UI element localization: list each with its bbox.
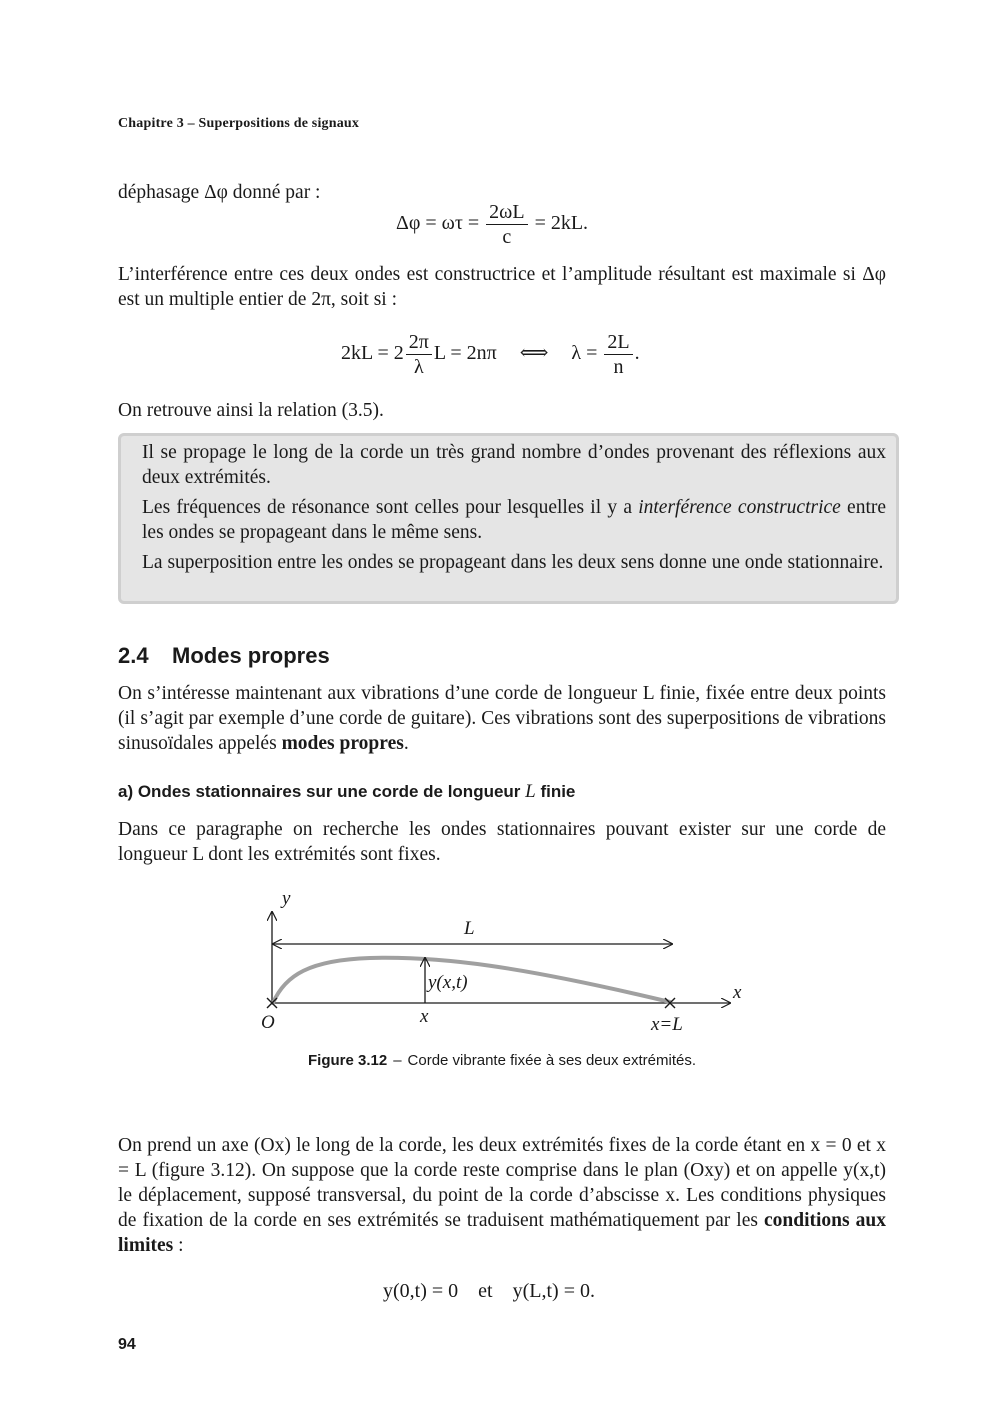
page-number: 94 bbox=[118, 1336, 136, 1353]
displacement-label: y(x,t) bbox=[428, 972, 468, 993]
y-axis-label: y bbox=[282, 888, 291, 909]
subsection-heading bbox=[118, 781, 575, 803]
eq-numerator: 2π bbox=[406, 331, 432, 355]
summary-line: La superposition entre les ondes se propageant dans les deux sens donne une onde stationnaire. bbox=[142, 552, 884, 573]
equation-phase-shift bbox=[396, 201, 588, 248]
text: On s’intéresse maintenant aux vibrations d’une corde de longueur L finie, fixée entre deux points (il s’agit par exemple d’une corde de guitare). Ces vibrations sont des superpositions de vibrations sinusoïdales appelés bbox=[118, 683, 886, 754]
text: Les fréquences de résonance sont celles pour lesquelles il y a bbox=[142, 497, 639, 518]
equation-boundary-conditions bbox=[383, 1280, 595, 1303]
x-position-label: x bbox=[420, 1006, 429, 1027]
text: . bbox=[403, 733, 409, 754]
length-label: L bbox=[464, 918, 475, 939]
section-heading bbox=[118, 643, 330, 669]
eq-part: y(0,t) = 0 bbox=[383, 1280, 459, 1302]
figure-vibrating-string bbox=[0, 880, 1004, 1050]
section-number: 2.4 bbox=[118, 643, 149, 668]
caption-label: Figure 3.12 bbox=[307, 1052, 388, 1069]
text: entre les ondes se propageant dans le même sens. bbox=[142, 497, 887, 543]
summary-line: Il se propage le long de la corde un très grand nombre d’ondes provenant des réflexions aux deux extrémités. bbox=[142, 442, 886, 488]
paragraph: L’interférence entre ces deux ondes est constructrice et l’amplitude résultant est maximale si Δφ est un multiple entier de 2π, soit si : bbox=[118, 264, 886, 310]
x-axis-label: x bbox=[733, 982, 742, 1003]
eq-numerator: 2ωL bbox=[486, 201, 527, 225]
fraction bbox=[406, 331, 432, 378]
paragraph bbox=[118, 681, 886, 756]
summary-box bbox=[118, 433, 899, 604]
end-label: x=L bbox=[651, 1014, 683, 1035]
paragraph: Dans ce paragraphe on recherche les ondes stationnaires pouvant exister sur une corde de longueur L dont les extrémités sont fixes. bbox=[118, 819, 886, 865]
eq-part: 2kL = 2 bbox=[341, 342, 404, 365]
equivalence-symbol: ⟺ bbox=[519, 342, 549, 365]
figure-caption bbox=[0, 1052, 1004, 1069]
text: finie bbox=[535, 782, 576, 801]
eq-part: λ = bbox=[571, 342, 598, 365]
eq-part: L = 2nπ bbox=[433, 342, 497, 365]
fraction bbox=[604, 331, 632, 378]
paragraph bbox=[118, 1133, 886, 1258]
bold-term: modes propres bbox=[281, 733, 404, 754]
eq-conjunction: et bbox=[478, 1280, 493, 1302]
text: a) Ondes stationnaires sur une corde de longueur bbox=[118, 782, 526, 801]
fraction bbox=[486, 201, 527, 248]
eq-rhs: = 2kL. bbox=[534, 212, 589, 235]
text: On prend un axe (Ox) le long de la corde, les deux extrémités fixes de la corde étant en x = 0 et x = L (figure 3.12). On suppose que la corde reste comprise dans le plan (Oxy) et on appelle y(x,t) le déplacement, supposé transversal, du point de la corde d’abscisse x. Les conditions physiques de fixation de la corde en ses extrémités se traduisent mathématiquement par les bbox=[118, 1135, 886, 1231]
eq-denominator: n bbox=[613, 356, 624, 378]
summary-line bbox=[142, 495, 886, 545]
vibrating-string bbox=[273, 958, 670, 1003]
emphasis: interférence constructrice bbox=[638, 497, 841, 518]
equation-resonance bbox=[341, 331, 640, 378]
eq-part: y(L,t) = 0. bbox=[512, 1280, 595, 1302]
eq-lhs: Δφ = ωτ = bbox=[396, 212, 480, 235]
eq-denominator: λ bbox=[413, 356, 424, 378]
eq-denominator: c bbox=[502, 226, 512, 248]
text: : bbox=[173, 1235, 184, 1256]
section-title: Modes propres bbox=[172, 643, 330, 668]
caption-separator: – bbox=[393, 1052, 402, 1069]
caption-text: Corde vibrante fixée à ses deux extrémités. bbox=[407, 1052, 697, 1069]
bold-term: conditions aux limites bbox=[118, 1210, 886, 1256]
eq-numerator: 2L bbox=[604, 331, 632, 355]
running-header: Chapitre 3 – Superpositions de signaux bbox=[118, 116, 360, 131]
variable: L bbox=[525, 781, 536, 802]
paragraph: déphasage Δφ donné par : bbox=[118, 182, 321, 203]
paragraph: On retrouve ainsi la relation (3.5). bbox=[118, 400, 384, 421]
origin-label: O bbox=[261, 1012, 275, 1033]
eq-end: . bbox=[634, 342, 640, 365]
